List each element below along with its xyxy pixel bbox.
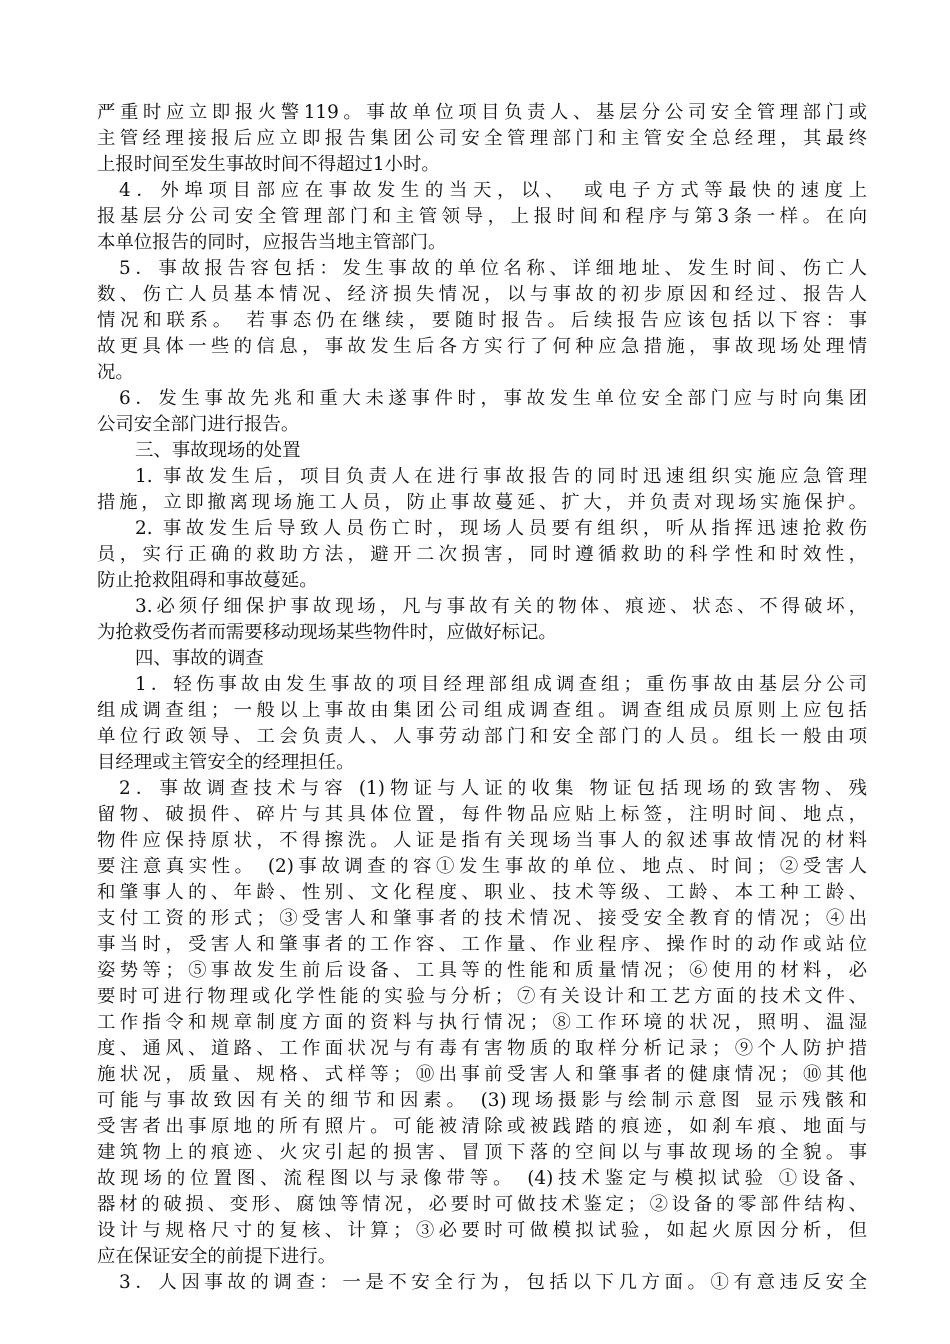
paragraph-start: 3.必须仔细保护事故现场，凡与事故有关的物体、痕迹、状态、不得破坏， bbox=[135, 596, 867, 617]
section-heading-three: 三、事故现场的处置 bbox=[135, 440, 301, 461]
text-line: 报基层分公司安全管理部门和主管领导，上报时间和程序与第3条一样。在向 bbox=[97, 206, 867, 227]
text-line: 公司安全部门进行报告。 bbox=[97, 414, 300, 435]
text-line: 工作指令和规章制度方面的资料与执行情况；⑧工作环境的状况，照明、温湿 bbox=[97, 1012, 867, 1033]
text-line: 防止抢救阻碍和事故蔓延。 bbox=[97, 570, 318, 591]
text-line: 支付工资的形式；③受害人和肇事者的技术情况、接受安全教育的情况；④出 bbox=[97, 908, 867, 929]
text-line: 情况和联系。 若事态仍在继续，要随时报告。后续报告应该包括以下容：事 bbox=[97, 310, 867, 331]
paragraph-start: 2．事故调查技术与容 (1)物证与人证的收集 物证包括现场的致害物、残 bbox=[119, 778, 867, 799]
paragraph-start: 2. 事故发生后导致人员伤亡时，现场人员要有组织，听从指挥迅速抢救伤 bbox=[135, 518, 867, 539]
text-line: 要注意真实性。 (2)事故调查的容①发生事故的单位、地点、时间；②受害人 bbox=[97, 856, 867, 877]
text-line: 建筑物上的痕迹、火灾引起的损害、冒顶下落的空间以与事故现场的全貌。事 bbox=[97, 1142, 867, 1163]
paragraph-start: 3．人因事故的调查：一是不安全行为，包括以下几方面。①有意违反安全 bbox=[119, 1272, 867, 1293]
text-line: 和肇事人的、年龄、性别、文化程度、职业、技术等级、工龄、本工种工龄、 bbox=[97, 882, 867, 903]
text-line: 主管经理接报后应立即报告集团公司安全管理部门和主管安全总经理，其最终 bbox=[97, 128, 867, 149]
text-line: 姿势等；⑤事故发生前后设备、工具等的性能和质量情况；⑥使用的材料，必 bbox=[97, 960, 867, 981]
text-line: 员，实行正确的救助方法，避开二次损害，同时遵循救助的科学性和时效性， bbox=[97, 544, 867, 565]
text-line: 目经理或主管安全的经理担任。 bbox=[97, 752, 355, 773]
text-line: 施状况，质量、规格、式样等；⑩出事前受害人和肇事者的健康情况；⑩其他 bbox=[97, 1064, 867, 1085]
text-line: 物件应保持原状，不得擦洗。人证是指有关现场当事人的叙述事故情况的材料 bbox=[97, 830, 867, 851]
text-line: 器材的破损、变形、腐蚀等情况，必要时可做技术鉴定；②设备的零部件结构、 bbox=[97, 1194, 867, 1215]
text-line: 单位行政领导、工会负责人、人事劳动部门和安全部门的人员。组长一般由项 bbox=[97, 726, 867, 747]
text-line: 本单位报告的同时，应报告当地主管部门。 bbox=[97, 232, 447, 253]
text-line: 可能与事故致因有关的细节和因素。 (3)现场摄影与绘制示意图 显示残骸和 bbox=[97, 1090, 867, 1111]
text-line: 组成调查组；一般以上事故由集团公司组成调查组。调查组成员原则上应包括 bbox=[97, 700, 867, 721]
text-line: 应在保证安全的前提下进行。 bbox=[97, 1246, 337, 1267]
text-line: 措施，立即撤离现场施工人员，防止事故蔓延、扩大，并负责对现场实施保护。 bbox=[97, 492, 867, 513]
paragraph-start: 6．发生事故先兆和重大未遂事件时，事故发生单位安全部门应与时向集团 bbox=[119, 388, 867, 409]
paragraph-start: 4．外埠项目部应在事故发生的当天，以、 或电子方式等最快的速度上 bbox=[119, 180, 867, 201]
text-line: 要时可进行物理或化学性能的实验与分析；⑦有关设计和工艺方面的技术文件、 bbox=[97, 986, 867, 1007]
text-line: 故现场的位置图、流程图以与录像带等。 (4)技术鉴定与模拟试验 ①设备、 bbox=[97, 1168, 867, 1189]
text-line: 受害者出事原地的所有照片。可能被清除或被践踏的痕迹，如刹车痕、地面与 bbox=[97, 1116, 867, 1137]
text-line: 留物、破损件、碎片与其具体位置，每件物品应贴上标签，注明时间、地点， bbox=[97, 804, 867, 825]
text-line: 严重时应立即报火警119。事故单位项目负责人、基层分公司安全管理部门或 bbox=[97, 102, 867, 123]
paragraph-start: 1．轻伤事故由发生事故的项目经理部组成调查组；重伤事故由基层分公司 bbox=[135, 674, 867, 695]
paragraph-start: 1. 事故发生后，项目负责人在进行事故报告的同时迅速组织实施应急管理 bbox=[135, 466, 867, 487]
text-line: 事当时，受害人和肇事者的工作容、工作量、作业程序、操作时的动作或站位 bbox=[97, 934, 867, 955]
text-line: 度、通风、道路、工作面状况与有毒有害物质的取样分析记录；⑨个人防护措 bbox=[97, 1038, 867, 1059]
section-heading-four: 四、事故的调查 bbox=[135, 648, 264, 669]
text-line: 况。 bbox=[97, 362, 134, 383]
text-line: 故更具体一些的信息，事故发生后各方实行了何种应急措施，事故现场处理情 bbox=[97, 336, 867, 357]
text-line: 上报时间至发生事故时间不得超过1小时。 bbox=[97, 154, 440, 175]
text-line: 设计与规格尺寸的复核、计算；③必要时可做模拟试验，如起火原因分析，但 bbox=[97, 1220, 867, 1241]
paragraph-start: 5．事故报告容包括：发生事故的单位名称、详细地址、发生时间、伤亡人 bbox=[119, 258, 867, 279]
text-line: 数、伤亡人员基本情况、经济损失情况，以与事故的初步原因和经过、报告人 bbox=[97, 284, 867, 305]
text-line: 为抢救受伤者而需要移动现场某些物件时，应做好标记。 bbox=[97, 622, 557, 643]
